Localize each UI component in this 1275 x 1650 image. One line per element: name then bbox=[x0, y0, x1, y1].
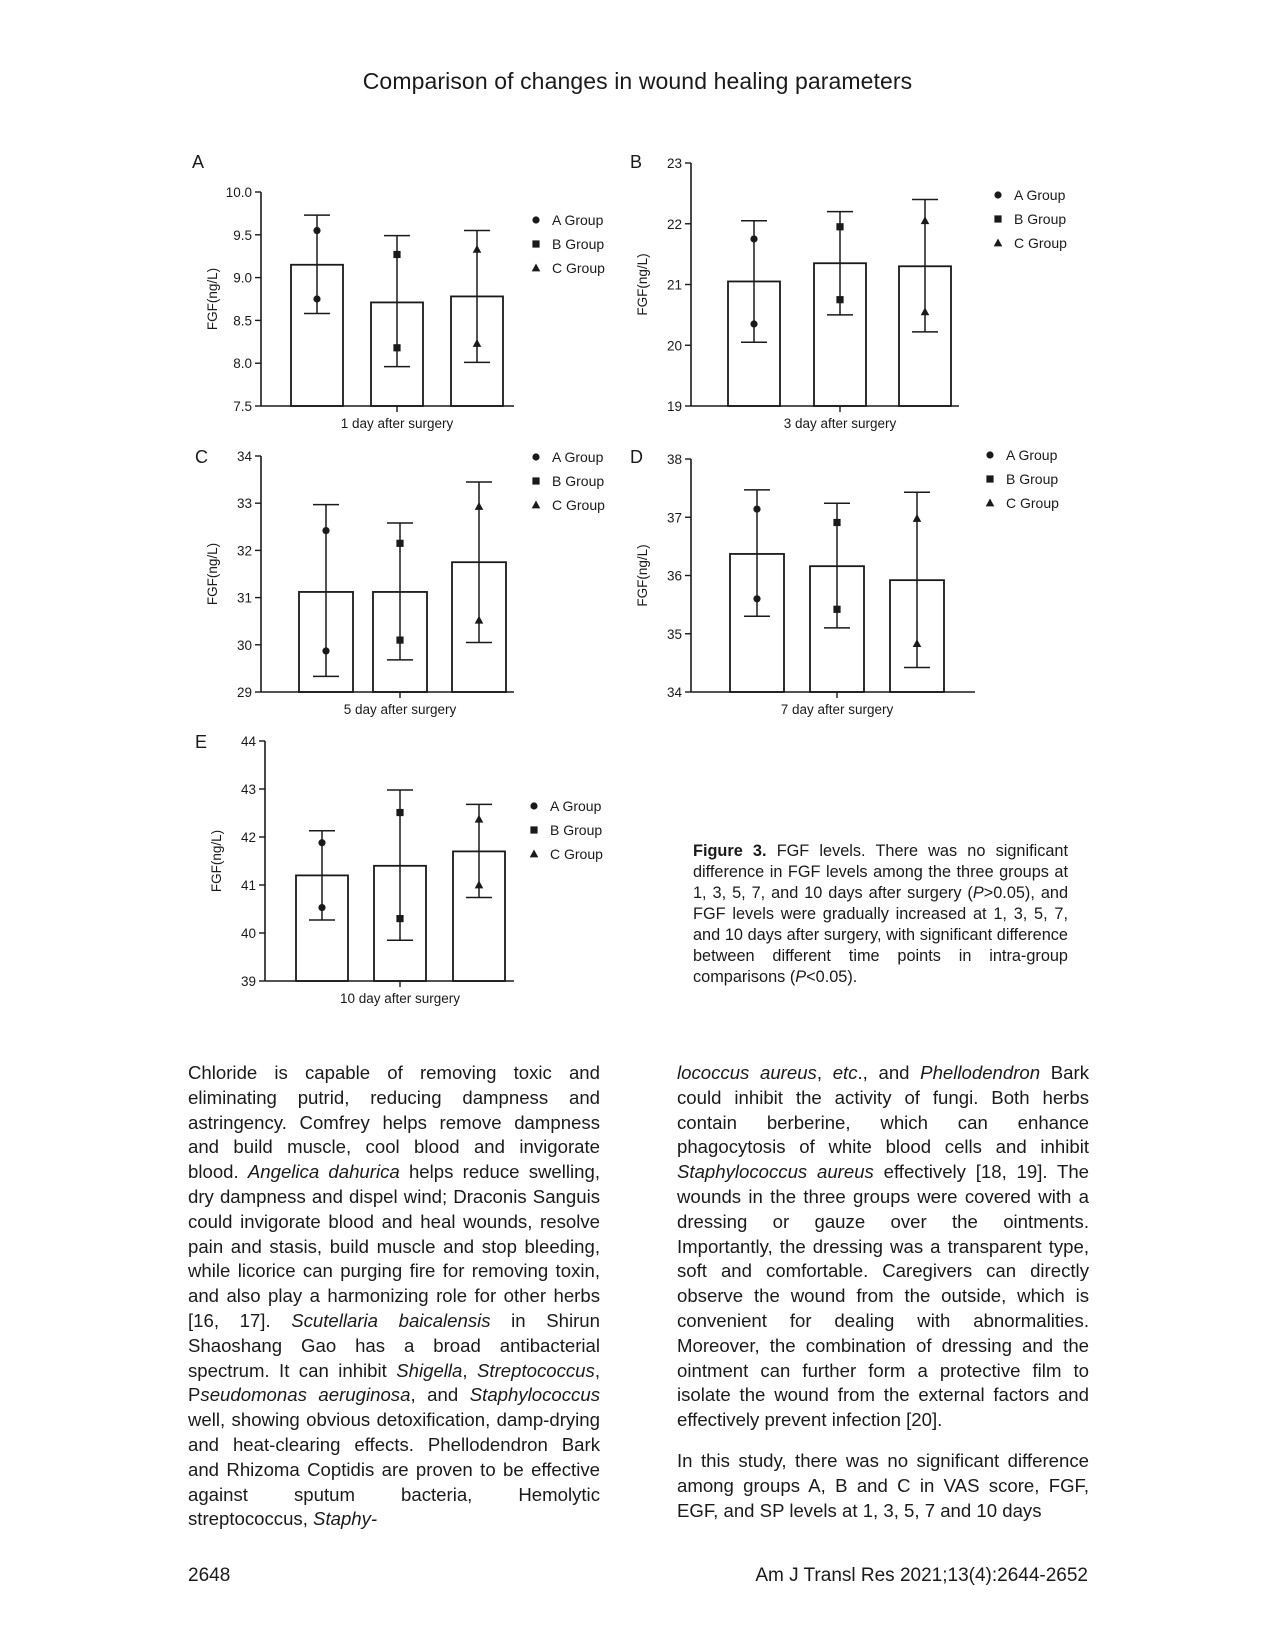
italic-term: Shigella bbox=[396, 1359, 463, 1381]
chart-panel-d bbox=[630, 447, 1059, 717]
caption-p-1: P bbox=[972, 884, 984, 902]
y-tick-label: 9.0 bbox=[233, 270, 252, 286]
y-tick-label: 41 bbox=[240, 878, 256, 893]
text-run: , bbox=[462, 1359, 477, 1381]
y-axis-label: FGF(ng/L) bbox=[205, 542, 220, 606]
text-run: , P bbox=[188, 1359, 600, 1406]
data-point bbox=[473, 339, 482, 347]
text-run: , bbox=[816, 1062, 833, 1083]
y-tick-label: 34 bbox=[666, 685, 682, 700]
y-tick-label: 20 bbox=[666, 338, 682, 354]
text-run: in Shirun Shaoshang Gao has a broad antibacterial spectrum. It can inhibit bbox=[188, 1309, 600, 1381]
legend-marker bbox=[532, 240, 539, 247]
text-run: Chloride is capable of removing toxic and eliminating putrid, reducing dampness and astringency. Comfrey helps remove dampness and build muscle, cool blood and invigorate blood. bbox=[188, 1062, 600, 1183]
data-point bbox=[396, 915, 403, 922]
italic-term: Angelica dahurica bbox=[247, 1161, 400, 1183]
data-point bbox=[753, 505, 760, 512]
data-point bbox=[396, 809, 403, 816]
body-paragraph bbox=[677, 1449, 1089, 1523]
y-tick-label: 38 bbox=[666, 452, 682, 467]
data-point bbox=[836, 223, 843, 230]
data-point bbox=[833, 519, 840, 526]
data-point bbox=[750, 235, 757, 242]
caption-text-1: FGF levels. There was no significant difference in FGF levels among the three groups at 1, 3, 5, 7, and 10 days after surgery ( bbox=[693, 842, 1068, 902]
legend-label: C Group bbox=[1014, 235, 1067, 251]
data-point bbox=[921, 307, 930, 315]
y-tick-label: 40 bbox=[240, 926, 256, 941]
text-run: In this study, there was no significant difference among groups A, B and C in VAS score, FGF, EGF, and SP levels at 1, 3, 5, 7 and 10 days bbox=[677, 1449, 1089, 1521]
y-tick-label: 22 bbox=[666, 216, 682, 232]
italic-term: Staphylococcus bbox=[469, 1384, 600, 1406]
y-tick-label: 37 bbox=[666, 510, 682, 526]
body-column-right bbox=[677, 1061, 1089, 1539]
caption-text-2: >0.05), and FGF levels were gradually increased at 1, 3, 5, 7, and 10 days after surgery, with significant difference between different time points in intra-group comparisons ( bbox=[693, 884, 1068, 986]
data-point bbox=[475, 502, 484, 510]
y-tick-label: 33 bbox=[236, 496, 252, 512]
caption-text-3: <0.05). bbox=[806, 968, 858, 986]
y-tick-label: 21 bbox=[666, 277, 682, 293]
data-point bbox=[833, 606, 840, 613]
text-run: ., and bbox=[857, 1062, 921, 1083]
data-point bbox=[322, 647, 329, 654]
journal-citation: Am J Transl Res 2021;13(4):2644-2652 bbox=[755, 1565, 1088, 1586]
legend-marker bbox=[530, 802, 537, 809]
y-tick-label: 8.0 bbox=[233, 356, 252, 372]
y-tick-label: 9.5 bbox=[233, 227, 252, 243]
y-axis-label: FGF(ng/L) bbox=[635, 544, 650, 607]
legend-marker bbox=[994, 215, 1001, 222]
legend-label: A Group bbox=[1014, 187, 1066, 203]
y-tick-label: 44 bbox=[240, 734, 256, 749]
italic-term: etc bbox=[832, 1062, 858, 1083]
legend-marker bbox=[532, 477, 539, 484]
italic-term: Staphylococcus aureus bbox=[677, 1161, 874, 1183]
y-tick-label: 32 bbox=[236, 543, 252, 559]
italic-term: Staphy- bbox=[313, 1508, 378, 1530]
panel-letter: B bbox=[630, 152, 643, 172]
y-tick-label: 19 bbox=[666, 399, 682, 414]
legend-label: A Group bbox=[552, 212, 604, 228]
legend-label: C Group bbox=[1006, 495, 1059, 511]
data-point bbox=[475, 616, 484, 624]
data-point bbox=[913, 514, 922, 522]
running-title: Comparison of changes in wound healing parameters bbox=[362, 68, 913, 94]
text-run: , and bbox=[410, 1384, 470, 1406]
y-tick-label: 10.0 bbox=[225, 185, 252, 200]
data-point bbox=[393, 251, 400, 258]
panel-letter: A bbox=[192, 152, 205, 172]
legend-label: B Group bbox=[550, 822, 603, 838]
legend-marker bbox=[532, 453, 539, 460]
data-point bbox=[913, 639, 922, 647]
panel-letter: E bbox=[195, 732, 208, 752]
italic-term: Phellodendron bbox=[920, 1062, 1041, 1083]
text-run: Bark could inhibit the activity of fungi. Both herbs contain berberine, which can enhance phagocytosis of white blood cells and inhibit bbox=[677, 1062, 1089, 1158]
y-tick-label: 23 bbox=[666, 156, 682, 171]
chart-panel-c bbox=[195, 447, 605, 717]
legend-label: A Group bbox=[550, 798, 602, 814]
data-point bbox=[313, 227, 320, 234]
legend-label: C Group bbox=[550, 846, 603, 862]
x-axis-label: 7 day after surgery bbox=[780, 702, 894, 717]
y-tick-label: 42 bbox=[240, 830, 256, 845]
legend-marker bbox=[986, 475, 993, 482]
caption-p-2: P bbox=[795, 968, 807, 986]
y-tick-label: 29 bbox=[236, 685, 252, 700]
y-axis-label: FGF(ng/L) bbox=[209, 829, 224, 893]
data-point bbox=[393, 344, 400, 351]
data-point bbox=[921, 216, 930, 224]
text-run: well, showing obvious detoxification, damp-drying and heat-clearing effects. Phellodendron Bark and Rhizoma Coptidis are proven to be effective against sputum bacteria, Hemolytic streptococcus, bbox=[188, 1409, 600, 1530]
text-run: helps reduce swelling, dry dampness and dispel wind; Draconis Sanguis could invigorate blood and heal wounds, resolve pain and stasis, build muscle and stop bleeding, while licorice can purging fire for removing toxin, and also play a harmonizing role for other herbs [16, 17]. bbox=[188, 1161, 600, 1331]
y-tick-label: 36 bbox=[666, 568, 682, 584]
legend-marker bbox=[530, 826, 537, 833]
figure-caption bbox=[693, 841, 1068, 988]
legend-marker bbox=[994, 239, 1003, 247]
data-point bbox=[750, 320, 757, 327]
chart-panel-a bbox=[192, 152, 605, 431]
data-point bbox=[475, 881, 484, 889]
data-point bbox=[396, 636, 403, 643]
legend-marker bbox=[530, 850, 539, 858]
body-paragraph bbox=[188, 1061, 600, 1532]
y-tick-label: 8.5 bbox=[233, 313, 252, 329]
legend-marker bbox=[986, 451, 993, 458]
data-point bbox=[473, 245, 482, 253]
legend-marker bbox=[986, 499, 995, 507]
y-tick-label: 31 bbox=[236, 590, 252, 606]
data-point bbox=[322, 527, 329, 534]
italic-term: lococcus aureus bbox=[677, 1062, 817, 1083]
legend-marker bbox=[532, 216, 539, 223]
italic-term: Scutellaria baicalensis bbox=[291, 1309, 491, 1331]
x-axis-label: 10 day after surgery bbox=[339, 991, 461, 1006]
page-number: 2648 bbox=[188, 1565, 231, 1586]
data-point bbox=[836, 296, 843, 303]
legend-marker bbox=[532, 264, 541, 272]
y-tick-label: 7.5 bbox=[233, 399, 252, 414]
legend-label: B Group bbox=[1014, 211, 1067, 227]
legend-label: B Group bbox=[552, 236, 605, 252]
text-run: effectively [18, 19]. The wounds in the three groups were covered with a dressing or gauze over the ointments. Importantly, the dressing was a transparent type, soft and comfortable. Caregivers can directly observe the wound from the outside, which is convenient for dealing with abnormalities. Moreover, the combination of dressing and the ointment can further form a protective film to isolate the wound from the external factors and effectively prevent infection [20]. bbox=[677, 1161, 1090, 1431]
y-tick-label: 30 bbox=[236, 637, 252, 653]
body-paragraph bbox=[677, 1061, 1089, 1433]
legend-marker bbox=[532, 501, 541, 509]
data-point bbox=[313, 295, 320, 302]
legend-marker bbox=[994, 191, 1001, 198]
chart-panel-b bbox=[630, 152, 1067, 431]
x-axis-label: 5 day after surgery bbox=[343, 702, 457, 717]
data-point bbox=[318, 904, 325, 911]
legend-label: B Group bbox=[1006, 471, 1059, 487]
data-point bbox=[396, 540, 403, 547]
y-axis-label: FGF(ng/L) bbox=[635, 253, 650, 316]
data-point bbox=[475, 815, 484, 823]
panel-letter: C bbox=[195, 447, 208, 467]
chart-panel-e bbox=[195, 732, 603, 1006]
italic-term: Streptococcus bbox=[477, 1359, 595, 1381]
x-axis-label: 1 day after surgery bbox=[340, 416, 454, 431]
legend-label: A Group bbox=[1006, 447, 1058, 463]
legend-label: B Group bbox=[552, 473, 605, 489]
caption-label: Figure 3. bbox=[693, 842, 767, 860]
x-axis-label: 3 day after surgery bbox=[783, 416, 897, 431]
y-axis-label: FGF(ng/L) bbox=[205, 267, 220, 331]
y-tick-label: 39 bbox=[240, 974, 256, 989]
y-tick-label: 35 bbox=[666, 626, 682, 642]
legend-label: A Group bbox=[552, 449, 604, 465]
y-tick-label: 43 bbox=[240, 782, 256, 797]
italic-term: seudomonas aeruginosa bbox=[200, 1384, 411, 1406]
legend-label: C Group bbox=[552, 497, 605, 513]
legend-label: C Group bbox=[552, 260, 605, 276]
data-point bbox=[753, 595, 760, 602]
y-tick-label: 34 bbox=[236, 449, 252, 464]
data-point bbox=[318, 839, 325, 846]
panel-letter: D bbox=[630, 447, 643, 467]
body-column-left bbox=[188, 1061, 600, 1548]
